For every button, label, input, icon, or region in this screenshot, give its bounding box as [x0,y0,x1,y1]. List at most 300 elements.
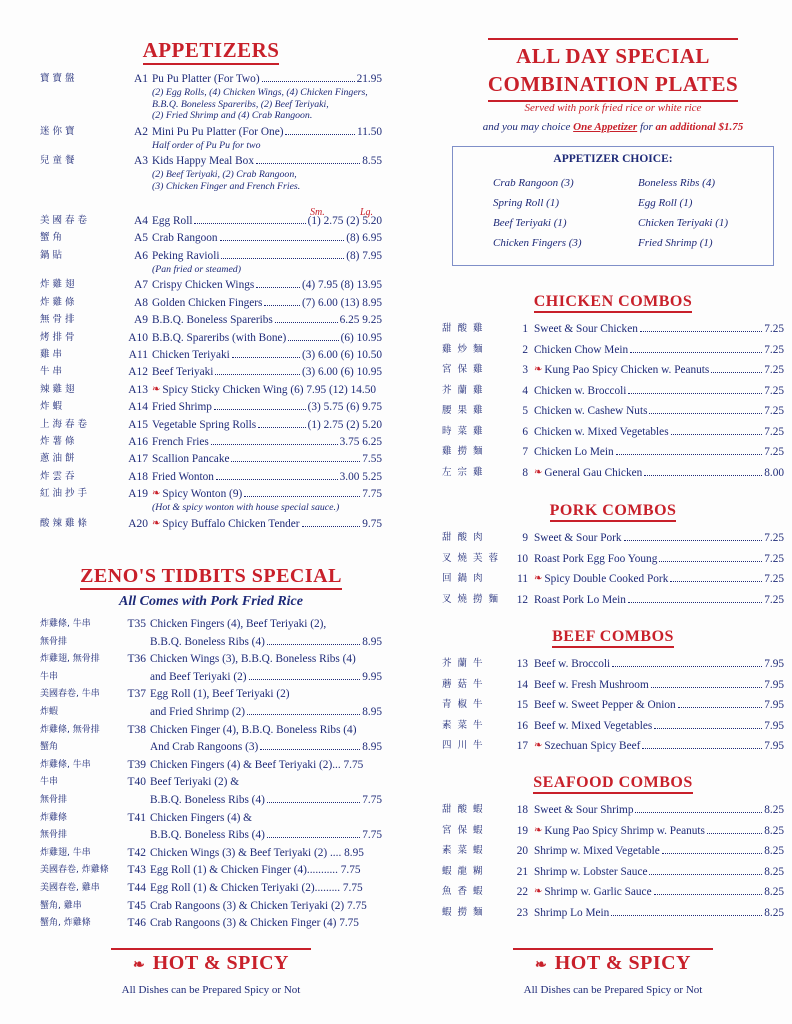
leader-dots [214,400,306,410]
item-number: 12 [516,593,528,606]
size-small-label: Sm. [310,207,325,218]
item-chinese-name: 無骨排 [40,795,68,805]
item-price: (3) 5.75 (6) 9.75 [307,401,382,414]
item-price: 3.75 6.25 [339,435,382,448]
item-name-line [152,278,382,292]
leader-dots [262,72,355,82]
item-chinese-name: 甜酸雞 [442,323,489,334]
item-number: 10 [516,552,528,565]
item-code: A10 [128,331,148,344]
item-name-line [150,740,382,754]
item-price: 3.00 5.25 [339,470,382,483]
item-code: T42 [127,846,146,859]
item-price: 8.95 [362,741,382,754]
item-price: (3) 6.00 (6) 10.50 [301,348,382,361]
item-price: 8.25 [764,845,784,857]
item-price: (1) 2.75 (2) 5.20 [307,215,382,227]
item-code: A12 [128,366,148,379]
item-name: Szechuan Spicy Beef [544,740,641,752]
item-chinese-name: 無骨排 [40,314,78,326]
chili-pepper-icon: ❧ [534,740,543,751]
leader-dots [628,593,762,603]
item-price: 8.25 [764,906,784,919]
item-price: (3) 6.00 (6) 10.95 [301,366,382,379]
item-name: And Crab Rangoons (3) [150,741,259,754]
item-name-line [534,719,784,733]
item-price: 8.25 [764,804,784,816]
item-code: A18 [128,470,148,483]
leader-dots [220,231,345,241]
item-chinese-name: 宮保蝦 [442,824,489,836]
item-code: A17 [128,453,148,466]
item-chinese-name: 烤排骨 [40,331,78,343]
leader-dots [612,657,762,667]
item-name-line [152,231,382,245]
item-name-line [534,572,784,586]
leader-dots [302,517,361,527]
item-code: A3 [133,155,148,167]
appetizers-title: APPETIZERS [40,38,382,65]
item-chinese-name: 蟹角 [40,232,66,244]
item-name-line [534,678,784,692]
leader-dots [249,670,361,680]
item-name: Egg Roll (1), Beef Teriyaki (2) [150,688,290,701]
item-code: A5 [133,232,148,245]
item-name: Chicken Fingers (4), Beef Teriyaki (2), [150,618,327,630]
item-chinese-name: 上海春卷 [40,418,91,430]
item-chinese-name: 蝦撈麵 [442,906,489,918]
appetizer-choice-option: Crab Rangoon (3) [493,177,574,189]
item-number: 1 [522,323,528,335]
chili-pepper-icon: ❧ [535,958,548,973]
chili-pepper-icon: ❧ [534,364,543,375]
item-chinese-name: 回鍋肉 [442,573,489,584]
item-name-line [152,365,382,379]
item-name-line [152,214,382,228]
item-name-line [150,916,382,930]
item-number: 18 [516,804,528,816]
item-name: Chicken w. Mixed Vegetables [534,425,669,438]
item-name: Spicy Double Cooked Pork [544,573,669,585]
item-price: 7.95 [764,699,784,711]
item-name-line [152,487,382,501]
item-description: (2) Fried Shrimp and (4) Crab Rangoon. [152,110,313,121]
item-name-line [534,698,784,712]
item-name-line [150,881,382,895]
item-number: 5 [522,405,528,417]
item-name-line [534,384,784,398]
item-price: 6.25 9.25 [339,314,382,327]
item-code: A1 [133,73,148,85]
item-name-line [150,793,382,807]
item-name-line [534,885,784,899]
leader-dots [649,404,762,414]
item-name: and Beef Teriyaki (2) [150,670,247,683]
item-name: Spicy Sticky Chicken Wing (6) 7.95 (12) 14.50 [162,383,377,396]
item-description: (3) Chicken Finger and French Fries. [152,180,301,192]
item-name: Spicy Buffalo Chicken Tender [162,517,300,530]
item-number: 14 [516,678,528,691]
item-price: 7.75 [362,488,382,501]
item-name: Spicy Wonton (9) [162,488,243,501]
item-chinese-name: 紅油抄手 [40,488,91,500]
appetizer-choice-option: Chicken Teriyaki (1) [638,217,729,229]
item-name-line [150,811,382,825]
item-chinese-name: 蘑菇牛 [442,678,489,690]
leader-dots [640,322,762,332]
item-name: Roast Pork Lo Mein [534,593,626,606]
item-price: 8.95 [362,635,382,648]
appetizer-choice-option: Spring Roll (1) [493,197,559,209]
item-name-line [534,445,784,459]
leader-dots [662,844,762,854]
item-name: French Fries [152,435,209,448]
leader-dots [258,418,305,428]
leader-dots [707,824,762,834]
combo-title: ALL DAY SPECIAL COMBINATION PLATES [442,38,784,102]
leader-dots [285,125,355,135]
leader-dots [267,635,360,645]
item-description: (2) Beef Teriyaki, (2) Crab Rangoon, [152,169,297,180]
item-code: A14 [128,401,148,414]
item-name: Chicken Fingers (4) & Beef Teriyaki (2)... 7.75 [150,758,364,771]
item-name: B.B.Q. Boneless Ribs (4) [150,794,265,806]
leader-dots [670,572,762,582]
hot-spicy-right: ❧ HOT & SPICY [442,948,784,975]
item-code: A8 [133,296,148,309]
item-chinese-name: 炸蝦 [40,401,66,413]
item-name-line [152,517,382,531]
item-price: (4) 7.95 (8) 13.95 [301,279,382,292]
item-number: 17 [516,740,528,752]
section-title-pork: PORK COMBOS [442,502,784,522]
item-name-line [534,844,784,858]
item-chinese-name: 牛串 [40,777,59,788]
item-price: 7.75 [362,794,382,806]
item-price: 7.95 [764,678,784,691]
item-name-line [150,705,382,719]
item-price: (8) 7.95 [346,249,382,262]
item-price: 7.55 [362,453,382,466]
item-code: T46 [127,917,146,930]
item-code: T43 [127,864,146,877]
item-name: Crab Rangoon [152,232,218,245]
item-price: 7.25 [764,384,784,397]
item-chinese-name: 炸雞翅 [40,279,78,291]
item-name-line [150,899,382,913]
item-name: Kung Pao Spicy Chicken w. Peanuts [544,364,710,376]
item-chinese-name: 左宗雞 [442,466,489,478]
item-name: Pu Pu Platter (For Two) [152,73,260,85]
item-code: A4 [133,215,148,227]
item-description: Half order of Pu Pu for two [152,139,261,151]
item-name-line [150,635,382,649]
item-number: 7 [522,446,528,458]
item-name: Egg Roll [152,215,193,227]
item-price: (8) 6.95 [346,232,382,245]
item-number: 3 [522,364,528,376]
item-chinese-name: 兒童餐 [40,155,78,166]
item-number: 6 [522,425,528,438]
leader-dots [611,906,762,916]
item-name: Kids Happy Meal Box [152,155,254,167]
item-chinese-name: 炸雞條, 牛串 [40,619,91,629]
tidbits-title: ZENO'S TIDBITS SPECIAL [40,565,382,590]
item-name: Crab Rangoons (3) & Chicken Finger (4) 7.75 [150,917,359,930]
item-code: T44 [127,882,146,894]
item-name: Roast Pork Egg Foo Young [534,552,658,565]
item-name-line [152,400,382,414]
item-chinese-name: 炸雲吞 [40,470,78,482]
item-description: (2) Egg Rolls, (4) Chicken Wings, (4) Chicken Fingers, [152,87,368,98]
appetizer-choice-box [452,146,774,266]
item-name: Beef w. Sweet Pepper & Onion [534,699,676,711]
item-code: A16 [128,435,148,448]
item-name: Sweet & Sour Shrimp [534,804,634,816]
chili-pepper-icon: ❧ [152,488,161,500]
item-code: T37 [127,688,146,701]
item-chinese-name: 炸雞翅, 無骨排 [40,654,100,665]
item-price: 7.25 [764,593,784,606]
item-chinese-name: 辣雞翅 [40,383,78,395]
item-name-line [534,657,784,671]
leader-dots [267,793,360,803]
item-number: 13 [516,658,528,670]
item-name: Chicken w. Cashew Nuts [534,405,648,417]
item-price: 21.95 [356,73,382,85]
item-chinese-name: 蟹角, 炸雞條 [40,918,91,929]
item-name-line [534,343,784,357]
item-code: A2 [133,125,148,138]
item-name-line [534,404,784,418]
item-name-line [150,652,382,666]
item-chinese-name: 美國春卷, 牛串 [40,689,100,700]
item-code: T38 [127,723,146,736]
item-chinese-name: 炸雞條, 牛串 [40,759,91,770]
item-price: 7.25 [764,343,784,356]
item-code: A13 [128,383,148,396]
item-chinese-name: 宮保雞 [442,364,489,375]
item-name-line [152,154,382,168]
item-chinese-name: 甜酸蝦 [442,804,489,815]
item-name: Shrimp Lo Mein [534,906,610,919]
item-chinese-name: 炸雞條 [40,296,78,308]
item-chinese-name: 炸雞條, 無骨排 [40,724,100,735]
leader-dots [221,249,344,259]
item-name: Chicken Fingers (4) & [150,811,252,824]
item-code: A9 [133,314,148,327]
chili-pepper-icon: ❧ [133,958,146,973]
item-price: 7.25 [764,446,784,458]
item-description: (Pan fried or steamed) [152,263,241,275]
item-price: 8.25 [764,865,784,878]
item-name-line [534,425,784,439]
item-chinese-name: 美國春卷, 雞串 [40,883,100,893]
item-name-line [152,72,382,86]
item-code: A15 [128,418,148,431]
item-price: 8.25 [764,886,784,898]
item-price: 7.75 [362,829,382,842]
leader-dots [654,885,763,895]
item-chinese-name: 時菜雞 [442,425,489,437]
leader-dots [211,435,338,445]
section-title-seafood: SEAFOOD COMBOS [442,774,784,794]
item-name: Chicken w. Broccoli [534,384,627,397]
item-name-line [152,435,382,449]
item-name: B.B.Q. Boneless Ribs (4) [150,829,265,842]
chili-pepper-icon: ❧ [534,886,543,897]
item-name-line [150,670,382,684]
item-name: Beef w. Broccoli [534,658,611,670]
tidbits-subtitle: All Comes with Pork Fried Rice [119,594,303,609]
leader-dots [260,740,360,750]
leader-dots [635,803,762,813]
item-price: 11.50 [357,125,382,138]
item-chinese-name: 蝦龍糊 [442,865,489,877]
item-name: and Fried Shrimp (2) [150,706,246,718]
leader-dots [231,452,360,462]
leader-dots [671,425,763,435]
item-name: Shrimp w. Mixed Vegetable [534,845,660,857]
item-name-line [152,348,382,362]
item-number: 9 [522,532,528,544]
item-chinese-name: 炸蝦 [40,707,59,717]
leader-dots [711,363,762,373]
item-name: Chicken Teriyaki [152,348,230,361]
item-chinese-name: 蟹角 [40,742,59,753]
item-chinese-name: 蟹角, 雞串 [40,900,82,911]
combo-served-note: Served with pork fried rice or white rice [524,102,702,114]
item-name-line [150,723,382,737]
item-name-line [150,687,382,701]
leader-dots [616,445,763,455]
item-name: Peking Ravioli [152,249,220,262]
item-name: Chicken Wings (3), B.B.Q. Boneless Ribs (4) [150,653,356,666]
item-price: 7.95 [764,658,784,670]
item-chinese-name: 蔥油餅 [40,453,78,465]
item-chinese-name: 炸薯條 [40,435,78,447]
item-description: (Hot & spicy wonton with house special sauce.) [152,502,340,514]
leader-dots [651,678,762,688]
item-number: 21 [516,865,528,878]
appetizer-choice-title: APPETIZER CHOICE: [553,153,673,165]
item-price: 7.25 [764,552,784,565]
item-name: Chicken Lo Mein [534,446,614,458]
leader-dots [267,828,360,838]
item-code: A6 [133,249,148,262]
item-number: 19 [516,824,528,837]
item-name-line [534,466,784,480]
item-chinese-name: 無骨排 [40,636,68,647]
item-name: Scallion Pancake [152,453,230,466]
item-name: Beef w. Fresh Mushroom [534,678,649,691]
leader-dots [628,384,762,394]
item-number: 23 [516,906,528,919]
item-price: 8.95 [362,706,382,718]
item-code: A7 [133,279,148,292]
item-code: T40 [127,776,146,789]
item-name-line [150,863,382,877]
item-price: 7.95 [764,740,784,752]
leader-dots [654,719,762,729]
leader-dots [232,348,300,358]
item-number: 8 [522,466,528,479]
item-number: 2 [522,343,528,356]
item-code: T39 [127,758,146,771]
item-name-line [534,824,784,838]
leader-dots [644,466,762,476]
item-name: Chicken Wings (3) & Beef Teriyaki (2) .... 8.95 [150,846,364,859]
item-name: Beef w. Mixed Vegetables [534,719,653,732]
leader-dots [288,331,338,341]
item-name: Sweet & Sour Pork [534,532,622,544]
item-chinese-name: 魚香蝦 [442,886,489,897]
item-price: 7.25 [764,323,784,335]
item-name: B.B.Q. Spareribs (with Bone) [152,331,287,344]
item-name-line [152,418,382,432]
item-name-line [150,846,382,860]
chili-pepper-icon: ❧ [152,383,161,395]
item-number: 22 [516,886,528,898]
combo-choice-note: and you may choice One Appetizer for an additional $1.75 [482,121,744,133]
item-price: (6) 10.95 [340,331,382,344]
item-code: A19 [128,488,148,501]
leader-dots [244,487,360,497]
item-chinese-name: 叉燒撈麵 [442,593,505,605]
size-large-label: Lg. [360,207,374,218]
item-name: Shrimp w. Lobster Sauce [534,865,648,878]
item-chinese-name: 芥蘭牛 [442,658,489,669]
item-name: General Gau Chicken [544,466,643,479]
leader-dots [215,365,300,375]
leader-dots [256,278,300,288]
item-chinese-name: 雞串 [40,348,66,360]
section-title-chicken: CHICKEN COMBOS [442,293,784,313]
item-chinese-name: 鍋貼 [40,249,66,261]
leader-dots [216,470,338,480]
hot-spicy-left: ❧ HOT & SPICY [40,948,382,975]
item-number: 20 [516,845,528,857]
item-name-line [534,531,784,545]
hot-spicy-note-right: All Dishes can be Prepared Spicy or Not [523,984,703,996]
item-chinese-name: 美國春卷 [40,215,91,226]
item-price: 7.95 [764,719,784,732]
item-number: 15 [516,699,528,711]
item-name: Sweet & Sour Chicken [534,323,638,335]
item-chinese-name: 四川牛 [442,740,489,751]
chili-pepper-icon: ❧ [534,573,543,584]
leader-dots [649,865,762,875]
item-code: T45 [127,899,146,912]
item-name: Crab Rangoons (3) & Chicken Teriyaki (2) 7.75 [150,899,367,912]
item-name: Chicken Finger (4), B.B.Q. Boneless Ribs (4) [150,723,357,736]
item-chinese-name: 寶寶盤 [40,73,78,84]
item-name: Egg Roll (1) & Chicken Finger (4)........... 7.75 [150,864,361,877]
item-chinese-name: 美國春卷, 炸雞條 [40,865,109,876]
item-name: Beef Teriyaki [152,366,214,379]
item-name-line [152,470,382,484]
item-price: (7) 6.00 (13) 8.95 [301,296,382,309]
item-code: T41 [127,811,146,824]
item-chinese-name: 青椒牛 [442,699,489,710]
item-name: Mini Pu Pu Platter (For One) [152,125,284,138]
leader-dots [630,343,762,353]
item-name-line [534,803,784,817]
item-chinese-name: 腰果雞 [442,405,489,416]
item-name-line [534,552,784,566]
item-chinese-name: 素菜蝦 [442,845,489,856]
leader-dots [247,705,360,715]
